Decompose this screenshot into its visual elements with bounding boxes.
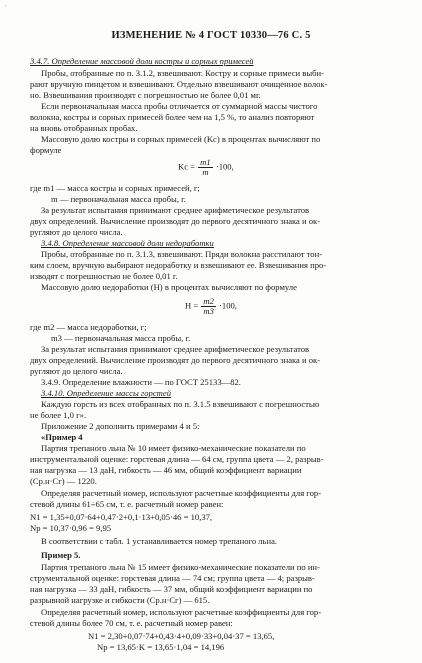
paragraph-line: ким слоем, вручную выбирают недоработку и взвешивают ее. Взвешивания про- [30, 260, 327, 270]
paragraph-line: ругляют до целого числа. [30, 227, 123, 237]
paragraph-line: Массовую долю костры и сорных примесей (Kс) в процентах вычисляют по [41, 134, 321, 144]
paragraph-line: Партия трепаного льна № 10 имеет физико-механические показатели по [41, 443, 306, 453]
formula-denominator: m [202, 167, 209, 177]
paragraph-line: Пробы, отобранные по п. 3.1.3, взвешивают. Пряди волокна расстилают тон- [41, 249, 323, 259]
paragraph-line: где m2 — масса недоработки, г; [30, 322, 147, 332]
paragraph-line: разрывной нагрузке и гибкости (Cр.н·Cг) — 615. [30, 595, 210, 605]
formula-denominator: m3 [203, 306, 214, 316]
formula-tail: ·100, [215, 161, 234, 172]
paragraph-line: стевой длины 61÷65 см, т. е. расчетный номер равен: [30, 499, 224, 509]
paragraph-line: Если первоначальная масса пробы отличается от суммарной массы чистого [41, 101, 318, 111]
paragraph-line: Приложение 2 дополнить примерами 4 и 5: [41, 421, 200, 431]
paragraph-line: Определяя расчетный номер, используют расчетные коэффициенты для гор- [41, 607, 322, 617]
paragraph-line: на вновь отобранных пробах. [30, 123, 138, 133]
paragraph-line: m — первоначальная масса пробы, г. [51, 194, 186, 204]
paragraph-line: где m1 — масса костры и сорных примесей, г; [30, 183, 200, 193]
paragraph-line: ругляют до целого числа. [30, 366, 123, 376]
example-5-title: Пример 5. [41, 550, 81, 560]
section-3-4-7-title: 3.4.7. Определение массовой доли костры и сорных примесей [30, 56, 254, 66]
paragraph-line: За результат испытания принимают среднее арифметическое результатов [41, 205, 310, 215]
section-3-4-10-title: 3.4.10. Определение массы горстей [41, 388, 171, 398]
paragraph-line: формуле [30, 145, 62, 155]
paragraph-line: струментальной оценке: горстевая длина — 74 см; группа цвета — 4; разрыв- [30, 573, 315, 583]
formula-numerator: m1 [200, 157, 211, 167]
paragraph-line: ная нагрузка — 13 даН, гибкость — 46 мм, общий коэффициент вариации [30, 465, 302, 475]
corner-mark: ´ [4, 4, 7, 13]
paragraph-line: не более 1,0 г». [30, 410, 87, 420]
equation-n1: N1 = 1,35+0,07·64+0,47·2+0,1·13+0,05·46 = 10,37, [30, 512, 213, 522]
paragraph-line: Определяя расчетный номер, используют расчетные коэффициенты для гор- [41, 488, 322, 498]
formula-k [178, 158, 234, 177]
paragraph-line: В соответствии с табл. 1 устанавливается номер трепаного льна. [41, 536, 278, 546]
paragraph-line: За результат испытания принимают среднее арифметическое результатов [41, 344, 310, 354]
formula-fraction [201, 297, 216, 316]
paragraph-line: Пробы, отобранные по п. 3.1.2, взвешивают. Костру и сорные примеси выби- [41, 68, 324, 78]
paragraph-line: Массовую долю недоработки (H) в процентах вычисляют по формуле [41, 282, 297, 292]
formula-numerator: m2 [203, 296, 214, 306]
paragraph-line: стевой длины более 70 см, т. е. расчетный номер равен: [30, 618, 233, 628]
paragraph-line: (Cр.н·Cг) — 1220. [30, 476, 97, 486]
equation-np: Nр = 13,65·K = 13,65·1,04 = 14,196 [97, 642, 225, 652]
formula-lhs: Kс = [178, 161, 196, 172]
paragraph-line: инструментальной оценке: горстевая длина — 64 см, группа цвета — 2, разрыв- [30, 454, 324, 464]
paragraph-line: волокна, костры и сорных примесей более чем на 1,5 %, то анализ повторяют [30, 112, 315, 122]
paragraph-line: двух определений. Вычисление производят до первого десятичного знака и ок- [30, 355, 321, 365]
formula-h [185, 297, 237, 316]
paragraph-line: Каждую горсть из всех отобранных по п. 3.1.5 взвешивают с погрешностью [41, 399, 320, 409]
formula-tail: ·100, [219, 300, 237, 311]
page-header: ИЗМЕНЕНИЕ № 4 ГОСТ 10330—76 С. 5 [111, 30, 311, 41]
paragraph-line: рают вручную пинцетом и взвешивают. Отдельно взвешивают очищенное волок- [30, 79, 328, 89]
equation-n1: N1 = 2,30+0,07·74+0,43·4+0,09·33+0,04·37 = 13,65, [88, 631, 275, 641]
equation-np: Nр = 10,37·0,96 = 9,95 [30, 523, 112, 533]
paragraph-line: изводят с погрешностью не более 0,01 г. [30, 271, 178, 281]
section-3-4-8-title: 3.4.8. Определение массовой доли недоработки [41, 238, 214, 248]
paragraph-line: но. Взвешивания производят с погрешностью не более 0,01 мг. [30, 90, 261, 100]
formula-lhs: H = [185, 300, 199, 311]
paragraph-line: двух определений. Вычисление производят до первого десятичного знака и ок- [30, 216, 321, 226]
example-4-title: «Пример 4 [41, 432, 83, 442]
paragraph-line: m3 — первоначальная масса пробы, г. [51, 333, 191, 343]
formula-fraction [198, 158, 213, 177]
paragraph-line: ная нагрузка — 33 даН, гибкость — 37 мм, общий коэффициент вариации по [30, 584, 313, 594]
paragraph-line: Партия трепаного льна № 15 имеет физико-механические показатели по ин- [41, 562, 320, 572]
paragraph-line: 3.4.9. Определение влажности — по ГОСТ 25133—82. [41, 377, 241, 387]
